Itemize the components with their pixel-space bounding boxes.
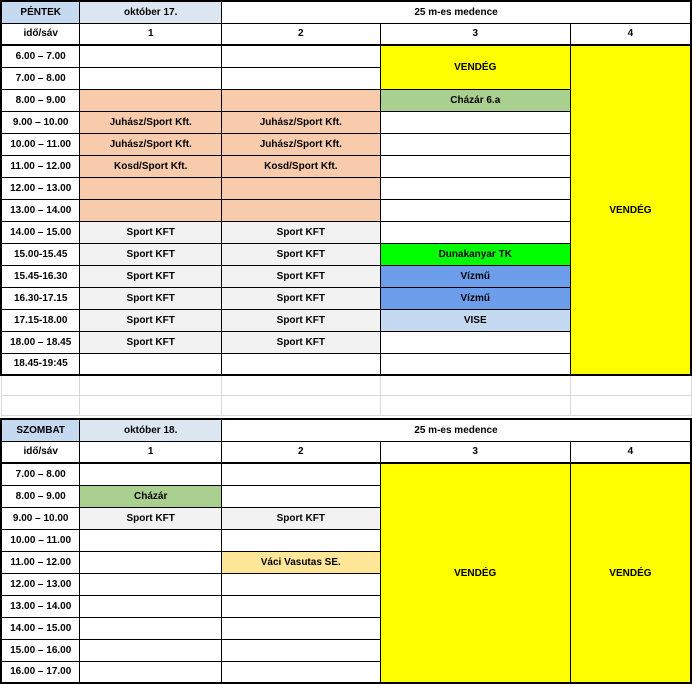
lane2-cell: Juhász/Sport Kft. [222, 111, 381, 133]
lane2-cell: Sport KFT [222, 221, 381, 243]
time-cell: 14.00 – 15.00 [1, 617, 80, 639]
lane3-cell: VISE [380, 309, 570, 331]
lane3-cell: Cházár 6.a [380, 89, 570, 111]
lane-header: 2 [221, 441, 380, 463]
lane1-cell [80, 661, 222, 683]
lane2-cell [222, 89, 381, 111]
lane2-cell: Sport KFT [222, 287, 381, 309]
lane1-cell: Sport KFT [80, 287, 222, 309]
time-cell: 10.00 – 11.00 [1, 133, 80, 155]
lane-header: 1 [80, 441, 222, 463]
lane3-cell [380, 221, 570, 243]
lane1-cell: Sport KFT [80, 243, 222, 265]
lane1-cell [80, 89, 222, 111]
lane-header: 3 [380, 23, 570, 45]
time-cell: 15.45-16.30 [1, 265, 80, 287]
time-cell: 16.30-17.15 [1, 287, 80, 309]
time-cell: 8.00 – 9.00 [1, 89, 80, 111]
lane2-cell: Sport KFT [222, 265, 381, 287]
lane2-cell [221, 573, 380, 595]
lane1-cell [80, 617, 222, 639]
time-cell: 10.00 – 11.00 [1, 529, 80, 551]
lane1-cell [80, 551, 222, 573]
time-cell: 13.00 – 14.00 [1, 199, 80, 221]
date-label: október 18. [80, 419, 222, 441]
lane-header: 3 [380, 441, 570, 463]
lane1-cell: Juhász/Sport Kft. [80, 133, 222, 155]
lane2-cell: Juhász/Sport Kft. [222, 133, 381, 155]
lane3-cell [380, 331, 570, 353]
day-label: PÉNTEK [1, 1, 80, 23]
saturday-schedule-table [0, 418, 692, 684]
lane1-cell: Juhász/Sport Kft. [80, 111, 222, 133]
time-cell: 7.00 – 8.00 [1, 67, 80, 89]
lane1-cell: Sport KFT [80, 331, 222, 353]
time-cell: 18.00 – 18.45 [1, 331, 80, 353]
lane1-cell [80, 595, 222, 617]
lane1-cell [80, 353, 222, 375]
lane2-cell [221, 639, 380, 661]
lane1-cell: Cházár [80, 485, 222, 507]
lane2-cell: Sport KFT [222, 243, 381, 265]
time-cell: 14.00 – 15.00 [1, 221, 80, 243]
lane3-cell [380, 199, 570, 221]
lane1-cell [80, 67, 222, 89]
lane2-cell: Kosd/Sport Kft. [222, 155, 381, 177]
lane2-cell [222, 45, 381, 67]
date-label: október 17. [80, 1, 222, 23]
spacer-row [1, 375, 691, 395]
lane2-cell [221, 463, 380, 485]
lane3-guest-cell: VENDÉG [380, 463, 570, 683]
lane-header: 4 [570, 441, 691, 463]
time-cell: 11.00 – 12.00 [1, 155, 80, 177]
lane3-cell: Vízmű [380, 287, 570, 309]
lane3-cell [380, 133, 570, 155]
spacer-row [1, 395, 691, 415]
time-cell: 8.00 – 9.00 [1, 485, 80, 507]
lane2-cell: Váci Vasutas SE. [221, 551, 380, 573]
lane2-cell [221, 617, 380, 639]
lane3-cell [380, 177, 570, 199]
table-row [1, 45, 691, 67]
lane1-cell: Sport KFT [80, 265, 222, 287]
lane1-cell [80, 573, 222, 595]
time-cell: 12.00 – 13.00 [1, 573, 80, 595]
lane1-cell: Sport KFT [80, 309, 222, 331]
lane2-cell [221, 595, 380, 617]
lane1-cell [80, 177, 222, 199]
lane2-cell [221, 485, 380, 507]
time-cell: 18.45-19:45 [1, 353, 80, 375]
lane1-cell [80, 199, 222, 221]
time-cell: 15.00-15.45 [1, 243, 80, 265]
lane4-guest-cell: VENDÉG [570, 45, 691, 375]
table-row [1, 463, 691, 485]
time-lane-header: idő/sáv [1, 23, 80, 45]
lane1-cell: Kosd/Sport Kft. [80, 155, 222, 177]
lane2-cell [221, 661, 380, 683]
time-cell: 11.00 – 12.00 [1, 551, 80, 573]
lane3-cell [380, 353, 570, 375]
day-label: SZOMBAT [1, 419, 80, 441]
pool-label: 25 m-es medence [222, 1, 691, 23]
time-cell: 15.00 – 16.00 [1, 639, 80, 661]
lane2-cell [222, 199, 381, 221]
time-cell: 13.00 – 14.00 [1, 595, 80, 617]
time-cell: 9.00 – 10.00 [1, 507, 80, 529]
lane2-cell [222, 177, 381, 199]
lane1-cell [80, 45, 222, 67]
time-cell: 7.00 – 8.00 [1, 463, 80, 485]
lane1-cell: Sport KFT [80, 507, 222, 529]
lane2-cell: Sport KFT [221, 507, 380, 529]
lane2-cell [222, 67, 381, 89]
lane1-cell: Sport KFT [80, 221, 222, 243]
lane1-cell [80, 529, 222, 551]
lane3-cell [380, 155, 570, 177]
lane2-cell: Sport KFT [222, 331, 381, 353]
lane2-cell [221, 529, 380, 551]
time-cell: 16.00 – 17.00 [1, 661, 80, 683]
lane3-guest-cell: VENDÉG [380, 45, 570, 89]
lane2-cell [222, 353, 381, 375]
lane1-cell [80, 463, 222, 485]
lane-header: 4 [570, 23, 691, 45]
lane-header: 2 [222, 23, 381, 45]
time-cell: 6.00 – 7.00 [1, 45, 80, 67]
pool-label: 25 m-es medence [221, 419, 691, 441]
time-cell: 17.15-18.00 [1, 309, 80, 331]
time-lane-header: idő/sáv [1, 441, 80, 463]
lane3-cell: Dunakanyar TK [380, 243, 570, 265]
lane-header: 1 [80, 23, 222, 45]
lane4-guest-cell: VENDÉG [570, 463, 691, 683]
time-cell: 9.00 – 10.00 [1, 111, 80, 133]
lane3-cell: Vízmű [380, 265, 570, 287]
lane1-cell [80, 639, 222, 661]
lane2-cell: Sport KFT [222, 309, 381, 331]
time-cell: 12.00 – 13.00 [1, 177, 80, 199]
lane3-cell [380, 111, 570, 133]
